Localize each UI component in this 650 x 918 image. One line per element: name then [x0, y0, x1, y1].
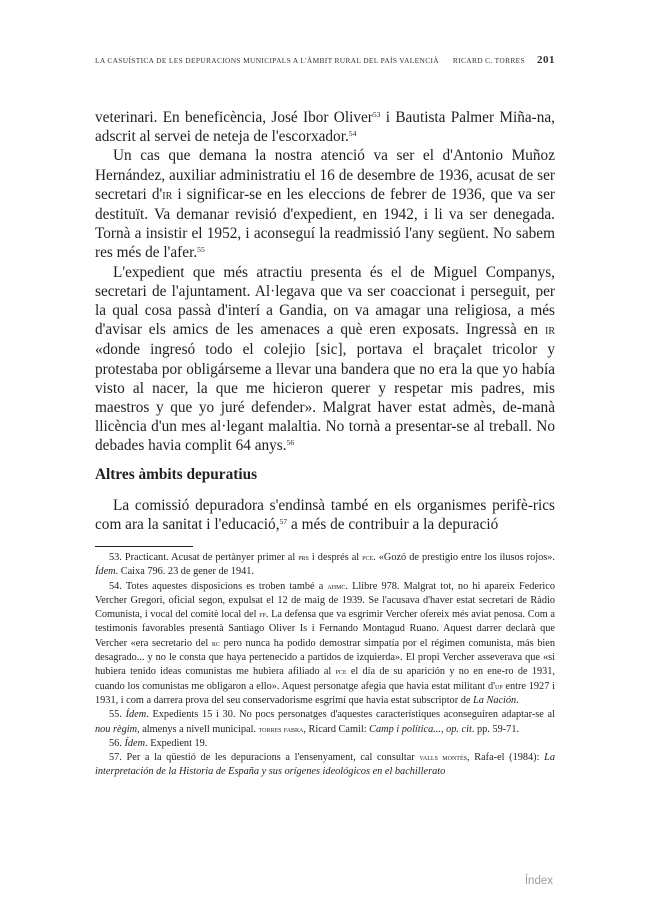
- text-run: .: [516, 694, 519, 706]
- text-run: . Expedients 15 i 30. No pocs personatges d'aquestes característiques aconseguiren adaptar-se al: [146, 709, 555, 721]
- footnote-ref-55[interactable]: 55: [197, 245, 205, 255]
- abbreviation: pce: [335, 667, 347, 678]
- text-run: . pp. 59-71.: [471, 723, 520, 735]
- text-run: Un cas que demana la nostra atenció va ser el d'Antonio Muñoz Hernández, auxiliar administratiu el 16 de desembre de 1936, acusat de ser secretari d': [95, 147, 555, 203]
- author-name: torres fabra: [258, 724, 304, 735]
- abbreviation: ir: [162, 186, 173, 203]
- text-run: . «Gozó de prestigio entre los ilusos rojos».: [373, 552, 555, 563]
- text-run: 55.: [109, 709, 126, 721]
- paragraph-2: [95, 146, 555, 262]
- text-run: pero nunca ha podido demostrar simpatía por el régimen comunista, más bien desagrado... y no le consta que haya pertenecido a partidos de izquierda». El propi Vercher asseverava que «si hubiera tenido ideas comunistas me hubiera afiliado al: [95, 637, 556, 678]
- section-text: [95, 496, 555, 534]
- footnote-55: [95, 708, 555, 737]
- footnote-53: [95, 551, 555, 580]
- abbreviation: rc: [211, 638, 220, 649]
- text-run: i després al: [308, 552, 363, 563]
- text-run: 54. Totes aquestes disposicions es troben també a: [109, 580, 328, 592]
- text-run: 57. Per a la qüestió de les depuracions a l'ensenyament, cal consultar: [109, 752, 420, 764]
- text-run: 56.: [109, 737, 125, 749]
- text-run: La comissió depuradora s'endinsà també en els organismes perifè-rics com ara la sanitat i l'educació,: [95, 497, 555, 534]
- italic-run: Camp i política...: [369, 723, 441, 735]
- text-run: ,: [440, 723, 447, 735]
- italic-run: op. cit: [446, 723, 472, 735]
- footnote-ref-54[interactable]: 54: [348, 129, 357, 139]
- italic-run: nou règim: [95, 723, 138, 735]
- abbreviation: fp: [259, 610, 266, 621]
- italic-run: Ídem: [125, 709, 147, 721]
- text-run: . Llibre 978. Malgrat tot, no hi apareix Federico Vercher Gregori, oficial segon, expulsat el 12 de maig de 1939. Se l'acusava d'haver estat secretari de Ràdio Comunista, i vocal del comitè local del: [95, 580, 555, 621]
- footnote-ref-57[interactable]: 57: [279, 517, 288, 527]
- italic-run: La interpretación de la Historia de España y sus orígenes ideológicos en el bachillerato: [95, 752, 555, 778]
- footnote-divider: [95, 546, 193, 547]
- text-run: veterinari. En beneficència, José Ibor Oliver: [95, 109, 373, 126]
- paragraph-1: [95, 108, 555, 146]
- footnote-ref-56[interactable]: 56: [286, 438, 295, 448]
- text-run: , Rafa-el (1984):: [466, 752, 545, 764]
- italic-run: La Nación: [473, 694, 517, 706]
- text-run: i significar-se en les eleccions de febrer de 1936, que va ser destituït. Va demanar revisió d'expedient, en 1942, i li va ser denegada. Tornà a insistir el 1952, i aconseguí la readmissió l'any següent. No sabem res més de l'afer.: [95, 185, 555, 262]
- footnotes: [95, 551, 555, 780]
- text-run: , almenys a nivell municipal.: [137, 723, 259, 735]
- section-heading: Altres àmbits depuratius: [95, 466, 258, 483]
- page-number: 201: [537, 54, 555, 66]
- running-title: LA CASUÍSTICA DE LES DEPURACIONS MUNICIPALS A L'ÀMBIT RURAL DEL PAÍS VALENCIÀ: [95, 56, 439, 65]
- footnote-ref-53[interactable]: 53: [372, 110, 381, 120]
- text-run: . Expedient 19.: [145, 737, 208, 749]
- text-run: a més de contribuir a la depuració: [287, 516, 499, 534]
- abbreviation: up: [494, 681, 503, 692]
- footnote-57: [95, 751, 555, 780]
- paragraph-3: [95, 263, 555, 456]
- text-run: . Caixa 796. 23 de gener de 1941.: [115, 566, 254, 578]
- paragraph-4: [95, 496, 555, 534]
- abbreviation: ahmc: [327, 581, 346, 592]
- index-link[interactable]: Índex: [524, 875, 553, 887]
- main-text: [95, 108, 555, 456]
- abbreviation: prs: [298, 553, 309, 563]
- italic-run: Ídem: [95, 566, 116, 578]
- text-run: , Ricard Camil:: [303, 723, 370, 735]
- text-run: 53. Practicant. Acusat de pertànyer primer al: [109, 552, 299, 563]
- text-run: L'expedient que més atractiu presenta és el de Miguel Companys, secretari de l'ajuntament. Al·legava que va ser coaccionat i perseguit, per la qual cosa passà d'interí a Gandia, on va amagar una religiosa, a més d'avisar els amics de les amenaces a què eren exposats. Ingressà en: [95, 263, 555, 339]
- text-run: «donde ingresó todo el colejio [sic], portava el braçalet tricolor y protestaba por obligárseme a llevar una bandera que no era la que yo había visto al nacer, la que me hicieron querer y respetar mis padres, mis maestros y que yo juré defender». Malgrat haver estat admès, de-manà llicència d'un mes al·legant malaltia. No tornà a presentar-se al treball. No debades havia complit 64 anys.: [95, 341, 555, 455]
- footnote-54: [95, 580, 555, 709]
- footnote-56: [95, 737, 555, 751]
- text-run: . La defensa que va esgrimir Vercher ofereix més aviat penosa. Com a testimonis favorables presentà Santiago Oliver Is i Fernando Montagud Ruano. Aquest darrer declarà que Vercher «era secretario del: [95, 609, 555, 649]
- abbreviation: ir: [545, 322, 555, 339]
- text-run: entre 1927 i 1931, i com a darrera prova del seu conservadorisme esgrimí que havia estat subscriptor de: [95, 680, 555, 706]
- text-run: i Bautista Palmer Miña-na, adscrit al servei de neteja de l'escorxador.: [95, 109, 555, 146]
- italic-run: Ídem: [124, 737, 146, 749]
- author-name: valls montés: [419, 753, 467, 764]
- abbreviation: pce: [362, 553, 374, 563]
- text-run: el día de su aparición y no en ene-ro de 1931, cuando los comunistas me obligaron a ello». Aquest personatge afegia que havia estat militant d': [95, 666, 555, 692]
- running-author: RICARD C. TORRES: [452, 56, 525, 65]
